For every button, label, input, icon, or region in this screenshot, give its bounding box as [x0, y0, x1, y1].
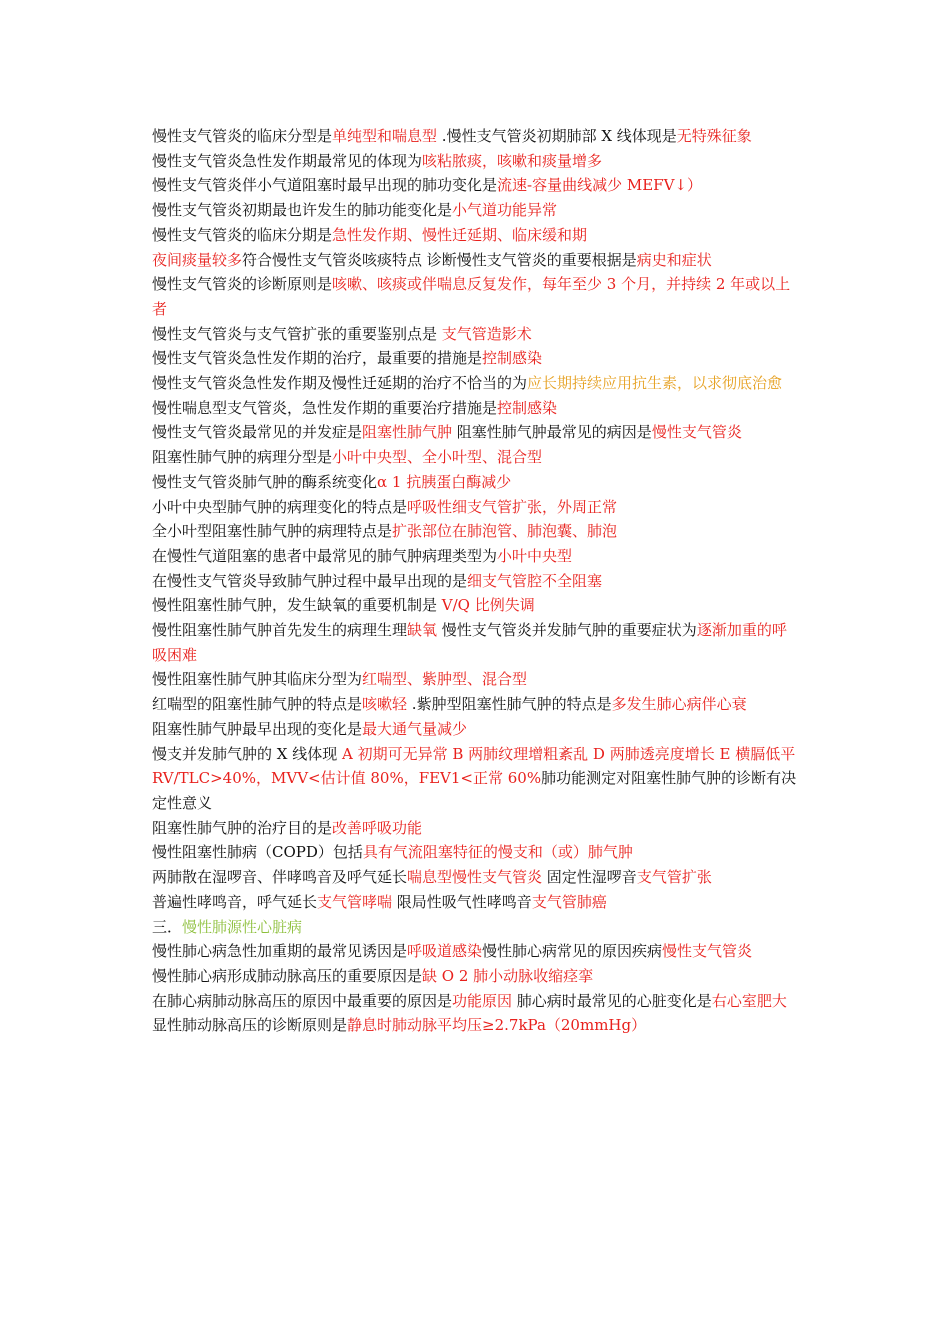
text-segment: 慢性支气管炎急性发作期的治疗，最重要的措施是 [152, 349, 483, 368]
text-line [152, 149, 800, 174]
highlighted-term: 控制感染 [482, 349, 543, 368]
text-line [152, 667, 800, 692]
text-line [152, 272, 800, 321]
text-line [152, 865, 800, 890]
text-segment: 慢支并发肺气肿的 X 线体现 [152, 744, 342, 763]
highlighted-term: 慢性支气管炎 [651, 423, 742, 442]
highlighted-term: 具有气流阻塞特征的慢支和（或）肺气肿 [362, 843, 633, 862]
highlighted-term: 逐渐加重的呼吸困难 [152, 621, 787, 664]
text-segment: 小叶中央型肺气肿的病理变化的特点是 [152, 497, 408, 516]
text-line [152, 198, 800, 223]
highlighted-term: V/Q 比例失调 [441, 596, 535, 615]
text-line [152, 248, 800, 273]
text-line [152, 593, 800, 618]
text-segment: 慢性阻塞性肺气肿，发生缺氧的重要机制是 [152, 596, 442, 615]
text-segment: 慢性支气管炎的临床分期是 [152, 225, 333, 244]
highlighted-term: A 初期可无异常 B 两肺纹理增粗紊乱 D 两肺透亮度增长 E 横膈低平 [341, 744, 796, 763]
highlighted-term: 小叶中央型 [497, 546, 573, 565]
text-segment: 三． [152, 917, 183, 936]
highlighted-term: 支气管肺癌 [531, 892, 607, 911]
text-segment: 慢性喘息型支气管炎，急性发作期的重要治疗措施是 [152, 398, 498, 417]
text-line [152, 124, 800, 149]
highlighted-term: 急性发作期、慢性迁延期、临床缓和期 [332, 225, 588, 244]
text-segment: 肺功能测定对阻塞性肺气肿的诊断有决定性意义 [152, 769, 797, 812]
highlighted-term: 咳嗽、咳痰或伴喘息反复发作，每年至少 3 个月，并持续 2 年或以上者 [152, 275, 791, 318]
text-line [152, 346, 800, 371]
text-line [152, 420, 800, 445]
text-line [152, 396, 800, 421]
text-segment: 红喘型的阻塞性肺气肿的特点是 [152, 695, 363, 714]
text-segment: 阻塞性肺气肿的治疗目的是 [152, 818, 333, 837]
text-segment: 阻塞性肺气肿最常见的病因是 [456, 423, 652, 442]
text-line [152, 939, 800, 964]
highlighted-term: 呼吸道感染 [407, 942, 483, 961]
text-segment: 慢性支气管炎并发肺气肿的重要症状为 [441, 621, 697, 640]
highlighted-term: 慢性支气管炎 [662, 942, 753, 961]
text-segment: 慢性支气管炎肺气肿的酶系统变化 [152, 472, 378, 491]
text-line [152, 371, 800, 396]
text-segment: 慢性支气管炎与支气管扩张的重要鉴别点是 [152, 324, 442, 343]
text-line [152, 223, 800, 248]
text-line [152, 742, 800, 767]
highlighted-term: RV/TLC>40%，MVV<估计值 80%，FEV1<正常 60% [152, 769, 542, 788]
highlighted-term: 扩张部位在肺泡管、肺泡囊、肺泡 [392, 522, 618, 541]
text-line [152, 445, 800, 470]
text-segment: 普遍性哮鸣音，呼气延长 [152, 892, 318, 911]
highlighted-term: 支气管造影术 [441, 324, 532, 343]
highlighted-term: 功能原因 [452, 991, 517, 1010]
text-segment: .慢性支气管炎初期肺部 X 线体现是 [441, 127, 677, 145]
text-line [152, 840, 800, 865]
text-segment: 阻塞性肺气肿的病理分型是 [152, 448, 333, 467]
highlighted-term: 多发生肺心病伴心衰 [611, 695, 747, 714]
highlighted-term: 咳粘脓痰，咳嗽和痰量增多 [422, 151, 603, 170]
text-segment: 慢性支气管炎的临床分型是 [152, 127, 333, 145]
text-line [152, 495, 800, 520]
highlighted-term: 红喘型、紫肿型、混合型 [362, 670, 528, 689]
highlighted-term: 无特殊征象 [676, 127, 752, 145]
text-line [152, 1013, 800, 1038]
highlighted-term: 右心室肥大 [711, 991, 787, 1010]
text-segment: 慢性阻塞性肺病（COPD）包括 [152, 843, 363, 862]
text-segment: 慢性肺心病形成肺动脉高压的重要原因是 [152, 966, 423, 985]
text-segment: .紫肿型阻塞性肺气肿的特点是 [411, 695, 612, 714]
text-segment: 限局性吸气性哮鸣音 [396, 892, 532, 911]
highlighted-term: 缺氧 [407, 621, 442, 640]
text-segment: 慢性支气管炎伴小气道阻塞时最早出现的肺功变化是 [152, 176, 498, 195]
highlighted-term: 细支气管腔不全阻塞 [467, 571, 603, 590]
text-segment: 慢性肺心病常见的原因疾病 [482, 942, 663, 961]
text-segment: 肺心病时最常见的心脏变化是 [516, 991, 712, 1010]
highlighted-term: 流速-容量曲线减少 MEFV↓） [497, 176, 702, 195]
highlighted-term: 静息时肺动脉平均压≥2.7kPa（20mmHg） [347, 1016, 647, 1035]
highlighted-term: 小气道功能异常 [452, 201, 558, 220]
text-segment: 全小叶型阻塞性肺气肿的病理特点是 [152, 522, 393, 541]
text-line [152, 915, 800, 940]
text-line [152, 173, 800, 198]
highlighted-term: 慢性肺源性心脏病 [182, 917, 303, 936]
highlighted-term: 喘息型慢性支气管炎 [407, 868, 547, 887]
highlighted-term: 小叶中央型、全小叶型、混合型 [332, 448, 543, 467]
text-segment: 慢性肺心病急性加重期的最常见诱因是 [152, 942, 408, 961]
text-segment: 两肺散在湿啰音、伴哮鸣音及呼气延长 [152, 868, 408, 887]
highlighted-term: 缺 O 2 肺小动脉收缩痉挛 [422, 966, 594, 985]
text-line [152, 964, 800, 989]
text-line [152, 766, 800, 815]
highlighted-term: 病史和症状 [636, 250, 712, 269]
text-segment: 显性肺动脉高压的诊断原则是 [152, 1016, 348, 1035]
document-body [152, 124, 800, 1038]
text-segment: 慢性支气管炎急性发作期及慢性迁延期的治疗不恰当的为 [152, 374, 528, 393]
text-segment: 在慢性气道阻塞的患者中最常见的肺气肿病理类型为 [152, 546, 498, 565]
text-line [152, 544, 800, 569]
highlighted-term: 呼吸性细支气管扩张，外周正常 [407, 497, 618, 516]
text-line [152, 989, 800, 1014]
highlighted-term: 最大通气量减少 [362, 719, 468, 738]
text-segment: 符合慢性支气管炎咳痰特点 诊断慢性支气管炎的重要根据是 [242, 250, 637, 269]
highlighted-term: α 1 抗胰蛋白酶减少 [377, 472, 512, 491]
text-line [152, 519, 800, 544]
text-segment: 阻塞性肺气肿最早出现的变化是 [152, 719, 363, 738]
text-segment: 固定性湿啰音 [546, 868, 637, 887]
highlighted-term: 夜间痰量较多 [152, 250, 243, 269]
text-line [152, 692, 800, 717]
highlighted-term: 咳嗽轻 [362, 695, 412, 714]
highlighted-term: 阻塞性肺气肿 [362, 423, 457, 442]
text-segment: 慢性阻塞性肺气肿其临床分型为 [152, 670, 363, 689]
highlighted-term: 支气管哮喘 [317, 892, 397, 911]
text-segment: 慢性阻塞性肺气肿首先发生的病理生理 [152, 621, 408, 640]
text-line [152, 569, 800, 594]
highlighted-term: 改善呼吸功能 [332, 818, 423, 837]
highlighted-term: 应长期持续应用抗生素，以求彻底治愈 [527, 374, 783, 393]
text-line [152, 890, 800, 915]
text-line [152, 470, 800, 495]
text-segment: 慢性支气管炎最常见的并发症是 [152, 423, 363, 442]
text-segment: 在肺心病肺动脉高压的原因中最重要的原因是 [152, 991, 453, 1010]
text-line [152, 717, 800, 742]
text-line [152, 618, 800, 667]
text-segment: 慢性支气管炎急性发作期最常见的体现为 [152, 151, 423, 170]
text-segment: 慢性支气管炎初期最也许发生的肺功能变化是 [152, 201, 453, 220]
text-segment: 慢性支气管炎的诊断原则是 [152, 275, 333, 294]
highlighted-term: 支气管扩张 [636, 868, 712, 887]
text-segment: 在慢性支气管炎导致肺气肿过程中最早出现的是 [152, 571, 468, 590]
highlighted-term: 控制感染 [497, 398, 558, 417]
highlighted-term: 单纯型和喘息型 [332, 127, 442, 145]
text-line [152, 816, 800, 841]
text-line [152, 322, 800, 347]
